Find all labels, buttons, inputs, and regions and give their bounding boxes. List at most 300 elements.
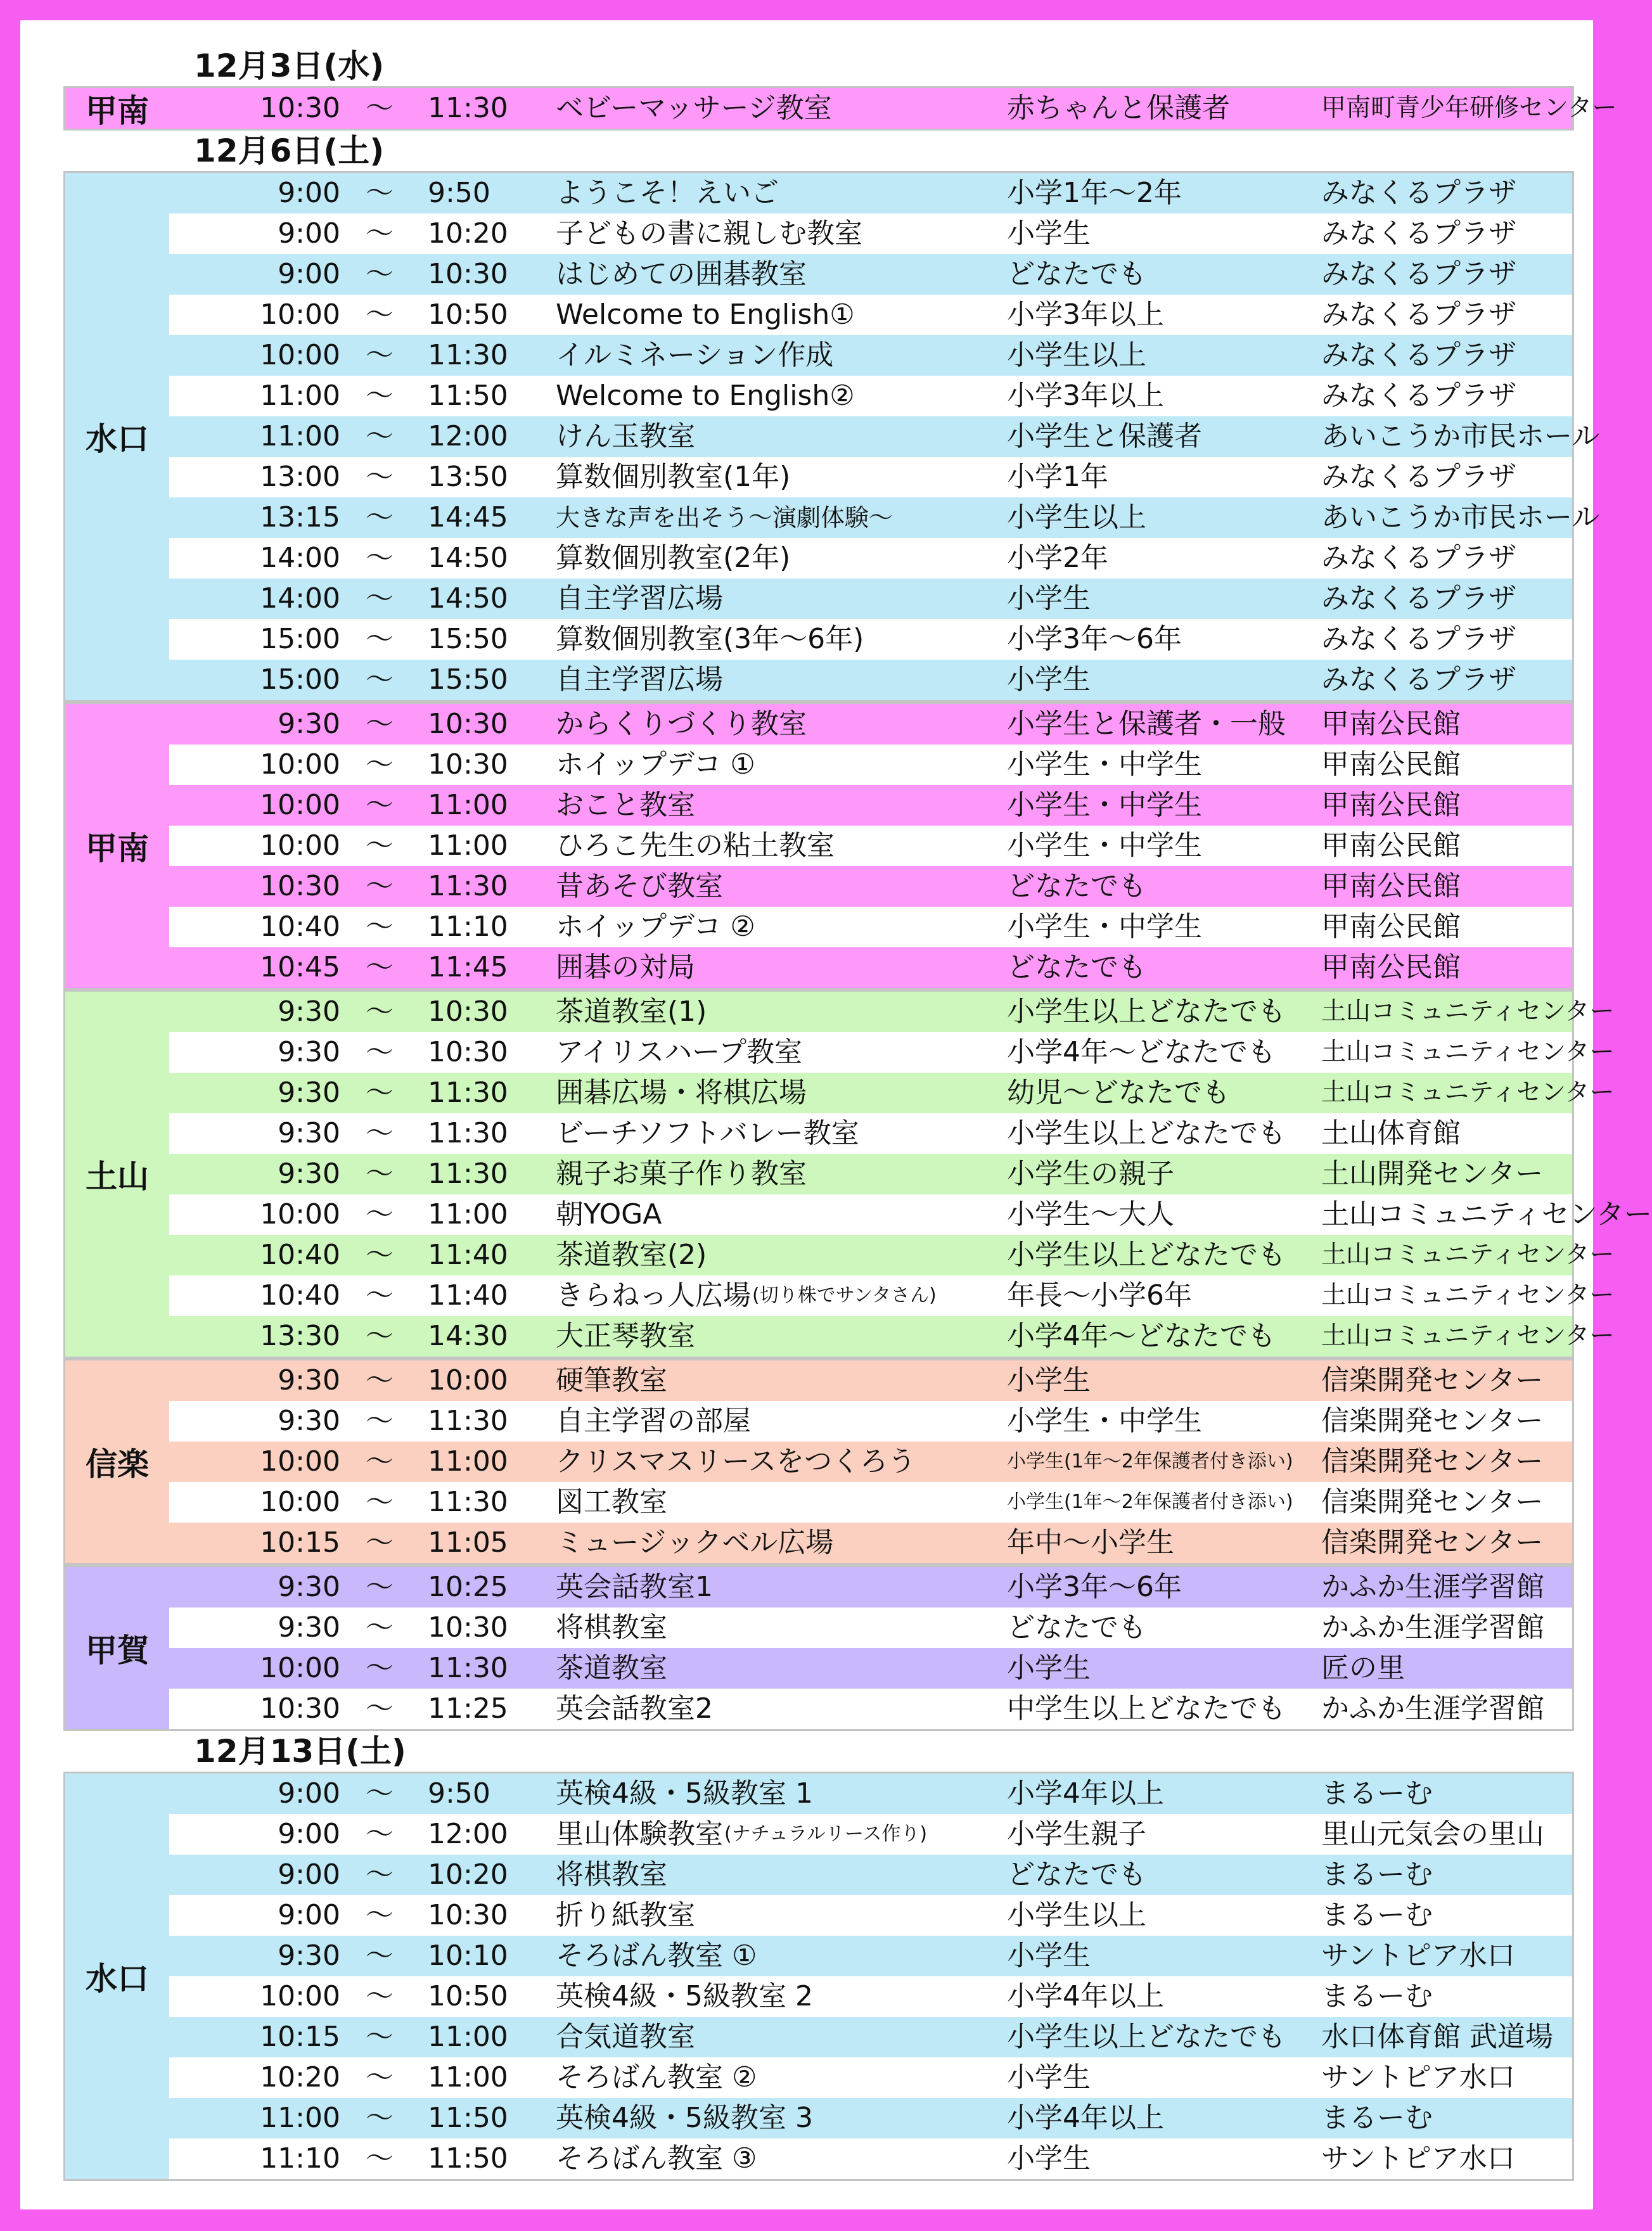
time-separator: ～ — [366, 1158, 394, 1190]
target-audience: 小学4年以上 — [1007, 1980, 1164, 2012]
schedule-row — [169, 866, 1572, 907]
start-time: 9:30 — [278, 1405, 340, 1437]
schedule-row — [169, 376, 1572, 416]
time-separator: ～ — [366, 2061, 394, 2094]
venue: まるーむ — [1321, 1980, 1433, 2012]
class-name: 子どもの書に親しむ教室 — [556, 217, 862, 250]
end-time: 11:40 — [428, 1279, 508, 1312]
time-separator: ～ — [366, 1692, 394, 1725]
schedule-row — [169, 335, 1572, 376]
time-separator: ～ — [366, 339, 394, 371]
end-time: 10:00 — [428, 1364, 508, 1397]
target-audience: 小学生 — [1007, 582, 1091, 615]
class-name: おこと教室 — [556, 789, 695, 821]
start-time: 10:15 — [260, 1526, 340, 1559]
class-name: 茶道教室 — [556, 1652, 667, 1684]
end-time: 10:30 — [428, 1899, 508, 1931]
start-time: 11:10 — [260, 2142, 340, 2175]
venue: 土山コミュニティセンター — [1321, 1241, 1615, 1269]
target-audience: 小学生(1年～2年保護者付き添い) — [1007, 1491, 1293, 1513]
venue: 土山体育館 — [1321, 1117, 1461, 1149]
start-time: 10:40 — [260, 1279, 340, 1312]
time-separator: ～ — [366, 177, 394, 209]
end-time: 11:50 — [428, 380, 508, 412]
area-rows — [169, 992, 1652, 1357]
end-time: 11:40 — [428, 1239, 508, 1271]
end-time: 11:45 — [428, 951, 508, 983]
class-name: アイリスハープ教室 — [556, 1036, 802, 1068]
time-separator: ～ — [366, 1036, 394, 1068]
start-time: 10:00 — [260, 829, 340, 862]
start-time: 13:30 — [260, 1320, 340, 1352]
schedule-row — [169, 1895, 1572, 1936]
schedule-row — [169, 1073, 1615, 1113]
start-time: 10:45 — [260, 951, 340, 983]
class-name: 自主学習広場 — [556, 582, 723, 615]
area-rows — [169, 704, 1572, 988]
venue: 匠の里 — [1321, 1652, 1405, 1684]
venue: 甲南公民館 — [1321, 829, 1461, 862]
end-time: 14:45 — [428, 501, 508, 534]
venue: みなくるプラザ — [1321, 582, 1516, 615]
class-name: 将棋教室 — [556, 1611, 667, 1644]
start-time: 10:00 — [260, 1652, 340, 1684]
start-time: 9:30 — [278, 1077, 340, 1109]
class-name: 親子お菓子作り教室 — [556, 1158, 807, 1190]
schedule-row — [169, 1936, 1572, 1976]
schedule-row — [169, 1689, 1572, 1729]
class-name: 算数個別教室(3年～6年) — [556, 623, 864, 655]
time-separator: ～ — [366, 1818, 394, 1850]
schedule-row — [169, 785, 1572, 826]
schedule-row — [169, 1774, 1572, 1814]
schedule-row — [169, 826, 1572, 866]
end-time: 11:50 — [428, 2142, 508, 2175]
time-separator: ～ — [366, 870, 394, 902]
end-time: 9:50 — [428, 1777, 490, 1810]
end-time: 9:50 — [428, 177, 490, 209]
end-time: 14:50 — [428, 582, 508, 615]
schedule-row — [169, 1976, 1572, 2017]
start-time: 9:30 — [278, 1036, 340, 1068]
target-audience: 小学生・中学生 — [1007, 911, 1202, 943]
venue: 甲南公民館 — [1321, 870, 1461, 902]
venue: かふか生涯学習館 — [1321, 1571, 1544, 1603]
class-name: はじめての囲碁教室 — [556, 258, 807, 290]
start-time: 11:00 — [260, 420, 340, 452]
target-audience: どなたでも — [1007, 1611, 1146, 1644]
venue: 甲南公民館 — [1321, 748, 1461, 781]
end-time: 11:30 — [428, 1486, 508, 1518]
target-audience: 小学生の親子 — [1007, 1158, 1174, 1190]
time-separator: ～ — [366, 217, 394, 250]
end-time: 11:30 — [428, 339, 508, 371]
start-time: 10:00 — [260, 748, 340, 781]
venue: 土山コミュニティセンター — [1321, 1038, 1615, 1066]
start-time: 10:40 — [260, 1239, 340, 1271]
venue: みなくるプラザ — [1321, 339, 1516, 371]
schedule-row — [169, 416, 1600, 457]
schedule-row — [169, 88, 1617, 129]
time-separator: ～ — [366, 1405, 394, 1437]
class-name: 算数個別教室(1年) — [556, 461, 791, 493]
class-name: 折り紙教室 — [556, 1899, 695, 1931]
time-separator: ～ — [366, 789, 394, 821]
target-audience: 小学生と保護者 — [1007, 420, 1202, 452]
target-audience: 小学4年～どなたでも — [1007, 1036, 1276, 1068]
schedule-content — [63, 46, 1652, 2181]
time-separator: ～ — [366, 1077, 394, 1109]
target-audience: 小学生 — [1007, 2061, 1091, 2094]
end-time: 11:00 — [428, 829, 508, 862]
class-name: 合気道教室 — [556, 2021, 695, 2053]
time-separator: ～ — [366, 258, 394, 290]
schedule-row — [169, 1032, 1615, 1073]
venue: みなくるプラザ — [1321, 461, 1516, 493]
target-audience: 中学生以上どなたでも — [1007, 1692, 1286, 1725]
class-name: 硬筆教室 — [556, 1364, 667, 1397]
end-time: 10:30 — [428, 708, 508, 740]
end-time: 10:50 — [428, 1980, 508, 2012]
target-audience: 小学生以上どなたでも — [1007, 2021, 1286, 2053]
start-time: 10:30 — [260, 1692, 340, 1725]
class-name: 里山体験教室 — [556, 1818, 723, 1850]
class-name: ようこそ！えいご — [556, 177, 779, 209]
class-name: からくりづくり教室 — [556, 708, 807, 740]
venue: あいこうか市民ホール — [1321, 420, 1600, 452]
schedule-row — [169, 2138, 1572, 2179]
class-name: 茶道教室(2) — [556, 1239, 707, 1271]
target-audience: 小学生以上どなたでも — [1007, 1239, 1286, 1271]
schedule-row — [169, 579, 1572, 619]
schedule-sheet — [20, 20, 1652, 2209]
class-name: 算数個別教室(2年) — [556, 542, 791, 574]
end-time: 11:00 — [428, 789, 508, 821]
schedule-row — [169, 1275, 1615, 1316]
venue: 甲南公民館 — [1321, 789, 1461, 821]
start-time: 9:30 — [278, 1364, 340, 1397]
venue: かふか生涯学習館 — [1321, 1611, 1544, 1644]
start-time: 10:20 — [260, 2061, 340, 2094]
target-audience: 年長～小学6年 — [1007, 1279, 1192, 1312]
target-audience: 小学2年 — [1007, 542, 1108, 574]
time-separator: ～ — [366, 1117, 394, 1149]
start-time: 10:00 — [260, 1445, 340, 1478]
end-time: 14:50 — [428, 542, 508, 574]
venue: みなくるプラザ — [1321, 217, 1516, 250]
end-time: 15:50 — [428, 663, 508, 696]
start-time: 13:15 — [260, 501, 340, 534]
time-separator: ～ — [366, 1486, 394, 1518]
start-time: 10:40 — [260, 911, 340, 943]
class-name: Welcome to English① — [556, 298, 855, 331]
venue: 土山コミュニティセンター — [1321, 1322, 1615, 1350]
time-separator: ～ — [366, 708, 394, 740]
target-audience: 小学生以上 — [1007, 1899, 1146, 1931]
venue: サントピア水口 — [1321, 2061, 1515, 2094]
venue: みなくるプラザ — [1321, 663, 1516, 696]
end-time: 11:10 — [428, 911, 508, 943]
time-separator: ～ — [366, 995, 394, 1028]
end-time: 11:00 — [428, 1445, 508, 1478]
end-time: 11:30 — [428, 1652, 508, 1684]
schedule-row — [169, 907, 1572, 947]
end-time: 10:30 — [428, 995, 508, 1028]
venue: 里山元気会の里山 — [1321, 1818, 1544, 1850]
target-audience: 小学生 — [1007, 1652, 1091, 1684]
start-time: 10:00 — [260, 298, 340, 331]
start-time: 9:00 — [278, 217, 340, 250]
venue: まるーむ — [1321, 1899, 1433, 1931]
schedule-row — [169, 457, 1572, 497]
schedule-row — [169, 173, 1572, 214]
area-label: 甲賀 — [65, 1567, 169, 1729]
venue: 甲南町青少年研修センター — [1321, 94, 1617, 122]
area-label: 信楽 — [65, 1360, 169, 1563]
end-time: 10:25 — [428, 1571, 508, 1603]
class-name: ビーチソフトバレー教室 — [556, 1117, 859, 1149]
schedule-row — [169, 1235, 1615, 1275]
venue: 信楽開発センター — [1321, 1445, 1544, 1478]
venue: みなくるプラザ — [1321, 542, 1516, 574]
class-name: クリスマスリースをつくろう — [556, 1445, 916, 1478]
end-time: 10:50 — [428, 298, 508, 331]
end-time: 15:50 — [428, 623, 508, 655]
target-audience: 年中～小学生 — [1007, 1526, 1174, 1559]
target-audience: 小学生・中学生 — [1007, 829, 1202, 862]
target-audience: 小学生 — [1007, 1364, 1091, 1397]
time-separator: ～ — [366, 1899, 394, 1931]
time-separator: ～ — [366, 1652, 394, 1684]
venue: まるーむ — [1321, 1777, 1433, 1810]
schedule-row — [169, 254, 1572, 295]
class-name: 英検4級・5級教室 2 — [556, 1980, 813, 2012]
end-time: 11:50 — [428, 2102, 508, 2134]
target-audience: 小学生・中学生 — [1007, 748, 1202, 781]
end-time: 10:20 — [428, 1858, 508, 1891]
schedule-row — [169, 2057, 1572, 2098]
target-audience: 小学生以上 — [1007, 339, 1146, 371]
target-audience: 小学生親子 — [1007, 1818, 1146, 1850]
time-separator: ～ — [366, 1198, 394, 1231]
venue: みなくるプラザ — [1321, 258, 1516, 290]
target-audience: どなたでも — [1007, 951, 1146, 983]
start-time: 9:00 — [278, 1777, 340, 1810]
end-time: 11:30 — [428, 1077, 508, 1109]
class-name: ひろこ先生の粘土教室 — [556, 829, 835, 862]
day-header: 12月13日(土) — [194, 1733, 406, 1770]
end-time: 12:00 — [428, 420, 508, 452]
start-time: 14:00 — [260, 542, 340, 574]
venue: あいこうか市民ホール — [1321, 501, 1600, 534]
class-name: 自主学習広場 — [556, 663, 723, 696]
class-name: 茶道教室(1) — [556, 995, 707, 1028]
time-separator: ～ — [366, 2142, 394, 2175]
venue: みなくるプラザ — [1321, 623, 1516, 655]
class-name: 囲碁の対局 — [556, 951, 695, 983]
target-audience: 小学生以上 — [1007, 501, 1146, 534]
end-time: 10:30 — [428, 258, 508, 290]
venue: 甲南公民館 — [1321, 911, 1461, 943]
class-note: (切り株でサンタさん) — [752, 1284, 937, 1307]
class-name: ミュージックベル広場 — [556, 1526, 834, 1559]
time-separator: ～ — [366, 1320, 394, 1352]
area-label: 土山 — [65, 992, 169, 1357]
start-time: 9:30 — [278, 1117, 340, 1149]
time-separator: ～ — [366, 663, 394, 696]
class-name: 英検4級・5級教室 3 — [556, 2102, 813, 2134]
time-separator: ～ — [366, 380, 394, 412]
class-name: 大きな声を出そう～演劇体験～ — [556, 504, 893, 532]
time-separator: ～ — [366, 1526, 394, 1559]
target-audience: どなたでも — [1007, 1858, 1146, 1891]
schedule-row — [169, 497, 1600, 538]
start-time: 10:15 — [260, 2021, 340, 2053]
start-time: 9:00 — [278, 258, 340, 290]
venue: 土山コミュニティセンター — [1321, 1281, 1615, 1310]
area-label: 甲南 — [65, 704, 169, 988]
schedule-row — [169, 295, 1572, 335]
start-time: 10:00 — [260, 339, 340, 371]
class-name: 自主学習の部屋 — [556, 1405, 751, 1437]
end-time: 12:00 — [428, 1818, 508, 1850]
time-separator: ～ — [366, 1279, 394, 1312]
class-name: 図工教室 — [556, 1486, 667, 1518]
class-name: そろばん教室 ③ — [556, 2142, 757, 2175]
venue: 土山開発センター — [1321, 1158, 1544, 1190]
start-time: 10:30 — [260, 870, 340, 902]
time-separator: ～ — [366, 1364, 394, 1397]
class-name: ホイップデコ ① — [556, 748, 755, 781]
start-time: 9:30 — [278, 995, 340, 1028]
start-time: 10:00 — [260, 1486, 340, 1518]
class-name: 英検4級・5級教室 1 — [556, 1777, 813, 1810]
start-time: 9:30 — [278, 1940, 340, 1972]
target-audience: 小学生と保護者・一般 — [1007, 708, 1286, 740]
schedule-row — [169, 1648, 1572, 1689]
end-time: 11:00 — [428, 1198, 508, 1231]
class-name: 将棋教室 — [556, 1858, 667, 1891]
schedule-row — [169, 1113, 1572, 1154]
schedule-row — [169, 1608, 1572, 1648]
area-group — [63, 1772, 1574, 2181]
area-group — [63, 1565, 1574, 1731]
start-time: 9:00 — [278, 1818, 340, 1850]
schedule-row — [169, 1194, 1652, 1235]
schedule-row — [169, 2098, 1572, 2138]
start-time: 14:00 — [260, 582, 340, 615]
venue: 甲南公民館 — [1321, 951, 1461, 983]
target-audience: 小学3年以上 — [1007, 298, 1164, 331]
end-time: 11:30 — [428, 1158, 508, 1190]
schedule-row — [169, 1855, 1572, 1895]
time-separator: ～ — [366, 461, 394, 493]
venue: まるーむ — [1321, 1858, 1433, 1891]
venue: かふか生涯学習館 — [1321, 1692, 1544, 1725]
target-audience: 小学生 — [1007, 2142, 1091, 2175]
end-time: 11:25 — [428, 1692, 508, 1725]
day-header: 12月3日(水) — [194, 48, 385, 84]
target-audience: 小学生 — [1007, 1940, 1091, 1972]
schedule-row — [169, 992, 1615, 1032]
schedule-row — [169, 619, 1572, 660]
schedule-row — [169, 745, 1572, 785]
class-name: ベビーマッサージ教室 — [556, 92, 832, 124]
start-time: 9:30 — [278, 708, 340, 740]
target-audience: 小学生 — [1007, 663, 1091, 696]
time-separator: ～ — [366, 1239, 394, 1271]
time-separator: ～ — [366, 1777, 394, 1810]
class-name: 英会話教室2 — [556, 1692, 713, 1725]
time-separator: ～ — [366, 2102, 394, 2134]
target-audience: 小学生(1年～2年保護者付き添い) — [1007, 1450, 1293, 1473]
start-time: 10:30 — [260, 92, 340, 124]
venue: 土山コミュニティセンター — [1321, 1198, 1652, 1231]
area-label: 水口 — [65, 1774, 169, 2179]
venue: 信楽開発センター — [1321, 1405, 1544, 1437]
time-separator: ～ — [366, 1980, 394, 2012]
class-name: 大正琴教室 — [556, 1320, 695, 1352]
venue: 信楽開発センター — [1321, 1364, 1544, 1397]
target-audience: 小学4年～どなたでも — [1007, 1320, 1276, 1352]
class-name: そろばん教室 ② — [556, 2061, 757, 2094]
venue: みなくるプラザ — [1321, 177, 1516, 209]
schedule-row — [169, 538, 1572, 579]
schedule-row — [169, 1523, 1572, 1563]
venue: 甲南公民館 — [1321, 708, 1461, 740]
venue: サントピア水口 — [1321, 1940, 1515, 1972]
target-audience: 小学3年～6年 — [1007, 623, 1182, 655]
venue: 信楽開発センター — [1321, 1486, 1544, 1518]
time-separator: ～ — [366, 1858, 394, 1891]
area-rows — [169, 88, 1617, 129]
end-time: 10:30 — [428, 1036, 508, 1068]
venue: 土山コミュニティセンター — [1321, 997, 1615, 1026]
target-audience: 赤ちゃんと保護者 — [1007, 92, 1230, 124]
target-audience: 小学生 — [1007, 217, 1091, 250]
schedule-row — [169, 947, 1572, 988]
time-separator: ～ — [366, 1445, 394, 1478]
venue: 水口体育館 武道場 — [1321, 2021, 1553, 2053]
target-audience: 小学4年以上 — [1007, 2102, 1164, 2134]
venue: 信楽開発センター — [1321, 1526, 1544, 1559]
class-name: 英会話教室1 — [556, 1571, 713, 1603]
area-rows — [169, 1567, 1572, 1729]
target-audience: どなたでも — [1007, 258, 1146, 290]
class-name: 昔あそび教室 — [556, 870, 723, 902]
end-time: 11:30 — [428, 92, 508, 124]
area-rows — [169, 1774, 1572, 2179]
time-separator: ～ — [366, 951, 394, 983]
time-separator: ～ — [366, 2021, 394, 2053]
target-audience: 小学生以上どなたでも — [1007, 995, 1286, 1028]
target-audience: 幼児～どなたでも — [1007, 1077, 1230, 1109]
start-time: 10:00 — [260, 1980, 340, 2012]
start-time: 13:00 — [260, 461, 340, 493]
class-name: Welcome to English② — [556, 380, 855, 412]
target-audience: 小学3年以上 — [1007, 380, 1164, 412]
schedule-row — [169, 1442, 1572, 1482]
end-time: 11:30 — [428, 870, 508, 902]
venue: みなくるプラザ — [1321, 380, 1516, 412]
start-time: 9:00 — [278, 1899, 340, 1931]
class-name: きらねっ人広場 — [556, 1279, 751, 1312]
time-separator: ～ — [366, 92, 394, 124]
target-audience: 小学生～大人 — [1007, 1198, 1174, 1231]
time-separator: ～ — [366, 420, 394, 452]
time-separator: ～ — [366, 298, 394, 331]
target-audience: 小学1年～2年 — [1007, 177, 1182, 209]
